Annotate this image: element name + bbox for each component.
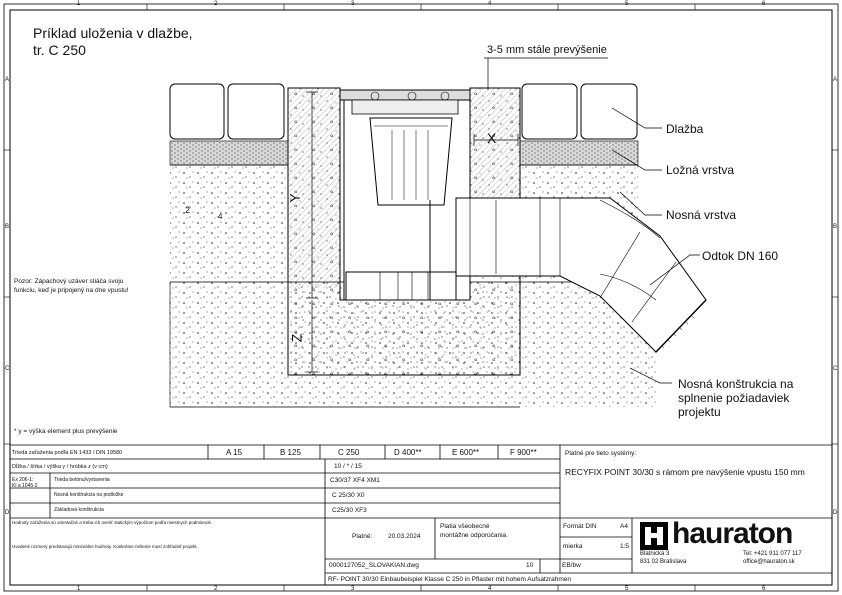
frame-number: 3 [351,586,355,592]
systems-value: RECYFIX POINT 30/30 s rámom pre navýšenie vpustu 150 mm [565,467,805,477]
frame-number: 6 [762,586,766,592]
class-e600: E 600** [452,448,480,457]
drawing-title-line2: tr. C 250 [33,42,86,58]
drawing-title-line1: Príklad uloženia v dlažbe, [33,25,193,41]
frame-letter: B [833,224,838,230]
email: office@hauraton.sk [743,559,795,565]
dim-y: Y [286,193,303,203]
odtok-label: Odtok DN 160 [702,249,779,263]
phone: Tel: +421 911 077 117 [743,551,802,557]
class-b125: B 125 [280,448,301,457]
dims-label: Dĺžka / šírka / výška y / hrúbka z (v cm) [12,464,108,470]
frame-number: 5 [625,586,629,592]
systems-label: Platné pre tieto systémy: [565,450,637,457]
valid-note-1: Platia všeobecné [440,523,490,530]
concrete-value-1: C30/37 XF4 XM1 [330,477,380,484]
footer-title: RF- POINT 30/30 Einbaubeispiel Klasse C 250 in Pflaster mit hohem Aufsatzrahmen [328,576,572,583]
frame-number: 5 [625,1,629,7]
concrete-value-2: C 25/30 X0 [332,492,365,499]
address-line2: 831 02 Bratislava [640,559,687,565]
mark-2: 2 [185,205,191,215]
dim-z: Z [288,333,305,343]
konstrukcia-label-3: projektu [678,405,721,419]
lozna-vrstva-label: Ložná vrstva [666,163,735,177]
concrete-value-3: C25/30 XF3 [332,507,367,514]
note-2: Uvedené rozmery predstavujú minimálne hodnoty. Konkrétne riešenie musí zohľadniť projekt. [12,544,198,549]
concrete-norm-a: Ex 206-1: [12,477,34,483]
valid-note-2: montážne odporúčania. [440,532,508,539]
frame-letter: A [5,77,10,83]
frame-number: 6 [762,1,766,7]
format-label: Formát DIN [563,523,597,530]
address-line1: Blatnická 3 [640,551,670,557]
dim-x: X [487,130,497,146]
dims-value: 10 / * / 15 [334,463,362,470]
mark-4: 4 [218,212,223,221]
frame-number: 4 [488,586,492,592]
frame-number: 1 [77,1,81,7]
concrete-norm-b: Kl a 1045-2 [12,483,38,489]
file-name: 0000127052_SLOVAKIAN.dwg [329,562,419,569]
class-c250: C 250 [338,448,360,457]
overhang-label: 3-5 mm stále prevýšenie [487,44,607,56]
class-d400: D 400** [394,448,422,457]
frame-number: 4 [488,1,492,7]
frame-letter: A [833,77,838,83]
concrete-desc-3: Základová konštrukcia [54,507,104,513]
note-1: Hodnoty zaťaženia sú orientačné a treba ich overiť statickým výpočtom podľa miestnych podmienok. [12,520,213,525]
hauraton-logo-mark [640,522,668,550]
footnote: * y = výška element plus prevýšenie [14,428,118,435]
frame-letter: C [5,366,10,372]
frame-number: 2 [214,1,218,7]
frame-letter: D [5,510,10,516]
class-f900: F 900** [510,448,537,457]
frame-number: 3 [351,1,355,7]
class-a15: A 15 [226,448,243,457]
date-label: Platné: [352,533,373,540]
nosna-vrstva-label: Nosná vrstva [666,208,737,222]
warning-line2: funkciu, keď je pripojený na dne vpustu! [14,287,129,294]
scale-label: mierka [563,543,583,550]
konstrukcia-label-2: splnenie požiadaviek [678,391,790,405]
concrete-desc-1: Trieda betónu/vystavenia [54,477,110,483]
format-value: A4 [620,523,628,530]
frame-letter: B [5,224,10,230]
konstrukcia-label-1: Nosná konštrukcia na [678,377,794,391]
scale-value: 1:5 [620,543,630,550]
concrete-desc-2: Nosná konštrukcia na podložke [54,492,124,498]
frame-number: 2 [214,586,218,592]
frame-number: 1 [77,586,81,592]
dlazba-label: Dlažba [666,122,704,136]
warning-line1: Pozor: Zápachový uzáver stiáča svoju [14,278,124,285]
date-value: 20.03.2024 [388,533,421,540]
norm-label: Trieda zaťaženia podľa EN 1433 / DIN 19580 [12,450,123,456]
frame-letter: D [833,510,838,516]
company-logo: hauraton [672,517,793,550]
frame-letter: C [833,366,838,372]
revision: 10 [526,562,534,569]
author: EB/bw [562,562,581,569]
